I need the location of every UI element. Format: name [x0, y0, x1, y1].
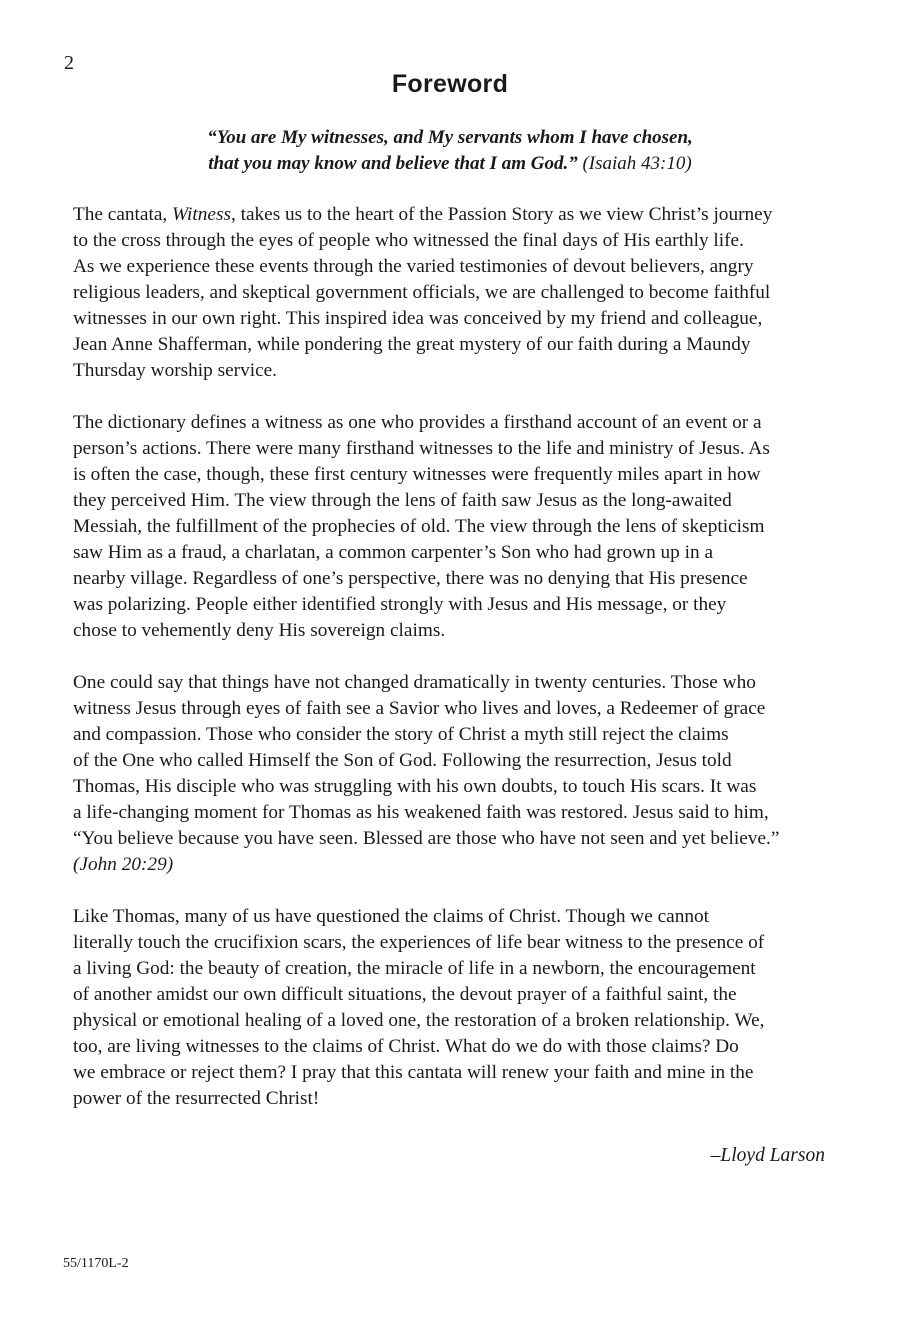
paragraph-4: [73, 904, 833, 1112]
paragraph-line: of another amidst our own difficult situations, the devout prayer of a faithful saint, the: [73, 984, 737, 1005]
paragraph-line: Jean Anne Shafferman, while pondering the great mystery of our faith during a Maundy: [73, 334, 751, 355]
paragraph-line: Like Thomas, many of us have questioned the claims of Christ. Though we cannot: [73, 906, 709, 927]
paragraph-line: witnesses in our own right. This inspired idea was conceived by my friend and colleague,: [73, 308, 763, 329]
paragraph-1: [73, 202, 833, 384]
paragraph-line: of the One who called Himself the Son of God. Following the resurrection, Jesus told: [73, 750, 732, 771]
paragraph-line: Thomas, His disciple who was struggling with his own doubts, to touch His scars. It was: [73, 776, 757, 797]
epigraph-citation: (Isaiah 43:10): [582, 153, 692, 174]
paragraph-line: too, are living witnesses to the claims of Christ. What do we do with those claims? Do: [73, 1036, 739, 1057]
paragraph-text: , takes us to the heart of the Passion Story as we view Christ’s journey: [230, 204, 773, 225]
epigraph-quote-line-1: “You are My witnesses, and My servants whom I have chosen,: [207, 127, 693, 148]
paragraph-line: The dictionary defines a witness as one who provides a firsthand account of an event or a: [73, 412, 762, 433]
paragraph-line: literally touch the crucifixion scars, the experiences of life bear witness to the presence of: [73, 932, 765, 953]
paragraph-line: witness Jesus through eyes of faith see a Savior who lives and loves, a Redeemer of grace: [73, 698, 766, 719]
paragraph-line: [73, 202, 833, 228]
page-title: Foreword: [391, 70, 509, 98]
paragraph-line: religious leaders, and skeptical government officials, we are challenged to become faithful: [73, 282, 771, 303]
paragraph-line: As we experience these events through the varied testimonies of devout believers, angry: [73, 256, 754, 277]
paragraph-line: power of the resurrected Christ!: [73, 1088, 320, 1109]
paragraph-2: [73, 410, 833, 644]
cantata-title: Witness: [172, 204, 231, 225]
paragraph-line: to the cross through the eyes of people who witnessed the final days of His earthly life.: [73, 230, 744, 251]
paragraph-line: physical or emotional healing of a loved one, the restoration of a broken relationship. We,: [73, 1010, 765, 1031]
paragraph-line: and compassion. Those who consider the story of Christ a myth still reject the claims: [73, 724, 729, 745]
paragraph-line: we embrace or reject them? I pray that this cantata will renew your faith and mine in the: [73, 1062, 754, 1083]
epigraph: [0, 125, 900, 177]
paragraph-line: Messiah, the fulfillment of the prophecies of old. The view through the lens of skepticism: [73, 516, 765, 537]
paragraph-3: [73, 670, 833, 878]
author-signature: –Lloyd Larson: [710, 1145, 825, 1166]
paragraph-line: nearby village. Regardless of one’s perspective, there was no denying that His presence: [73, 568, 748, 589]
paragraph-line: is often the case, though, these first century witnesses were frequently miles apart in how: [73, 464, 761, 485]
paragraph-line: Thursday worship service.: [73, 360, 278, 381]
paragraph-line: saw Him as a fraud, a charlatan, a common carpenter’s Son who had grown up in a: [73, 542, 714, 563]
epigraph-quote-line-2: that you may know and believe that I am God.”: [208, 153, 578, 174]
paragraph-line: One could say that things have not changed dramatically in twenty centuries. Those who: [73, 672, 756, 693]
paragraph-line: person’s actions. There were many firsthand witnesses to the life and ministry of Jesus. As: [73, 438, 770, 459]
paragraph-line: “You believe because you have seen. Blessed are those who have not seen and yet believe.”: [73, 828, 780, 849]
paragraph-text: The cantata,: [73, 204, 173, 225]
scripture-citation: (John 20:29): [73, 854, 174, 875]
paragraph-line: was polarizing. People either identified strongly with Jesus and His message, or they: [73, 594, 727, 615]
paragraph-line: a living God: the beauty of creation, the miracle of life in a newborn, the encouragement: [73, 958, 756, 979]
paragraph-line: a life-changing moment for Thomas as his weakened faith was restored. Jesus said to him,: [73, 802, 769, 823]
paragraph-line: chose to vehemently deny His sovereign claims.: [73, 620, 446, 641]
foreword-body: [73, 202, 833, 1138]
page-number: 2: [64, 52, 74, 74]
catalog-code: 55/1170L-2: [63, 1256, 129, 1271]
paragraph-line: they perceived Him. The view through the lens of faith saw Jesus as the long-awaited: [73, 490, 732, 511]
